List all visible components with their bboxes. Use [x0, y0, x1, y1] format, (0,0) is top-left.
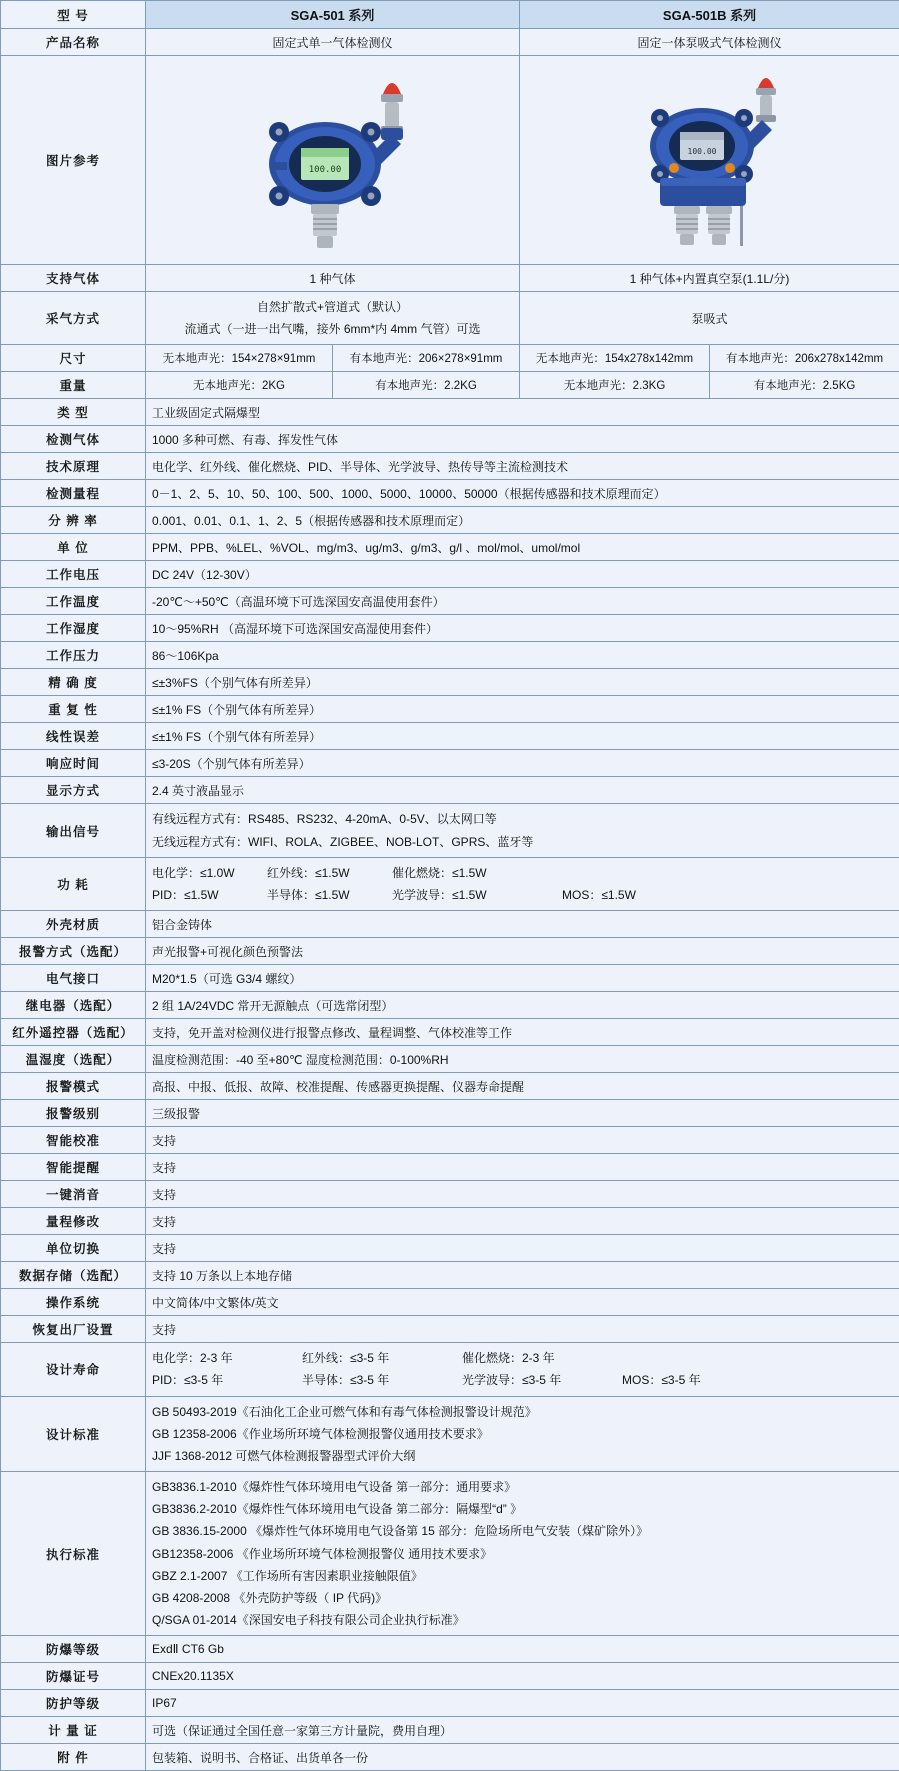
- row-label-linearity: 线性误差: [1, 723, 146, 750]
- power-r2c3: 光学波导：≤1.5W: [392, 884, 562, 906]
- device-image-left-cell: [146, 56, 520, 265]
- row-label-accuracy: 精 确 度: [1, 669, 146, 696]
- exec-std-value: [146, 1472, 899, 1636]
- row-label-principle: 技术原理: [1, 453, 146, 480]
- table-row-detect-gas: [1, 426, 899, 453]
- temp-humidity-opt-value: 温度检测范围：-40 至+80℃ 湿度检测范围：0-100%RH: [146, 1046, 899, 1073]
- table-row-response: [1, 750, 899, 777]
- table-row-model: [1, 1, 899, 29]
- row-label-repeatability: 重 复 性: [1, 696, 146, 723]
- table-row-range-edit: [1, 1208, 899, 1235]
- row-label-image-reference: 图片参考: [1, 56, 146, 265]
- accuracy-value: ≤±3%FS（个别气体有所差异）: [146, 669, 899, 696]
- row-label-detect-gas: 检测气体: [1, 426, 146, 453]
- lifespan-r1c1: 电化学：2-3 年: [152, 1347, 302, 1369]
- table-row-alarm-mode: [1, 1073, 899, 1100]
- table-row-image-reference: [1, 56, 899, 265]
- alarm-mode-value: 高报、中报、低报、故障、校准提醒、传感器更换提醒、仪器寿命提醒: [146, 1073, 899, 1100]
- lifespan-row-1: [152, 1347, 893, 1369]
- row-label-alarm-level: 报警级别: [1, 1100, 146, 1127]
- factory-reset-value: 支持: [146, 1316, 899, 1343]
- power-r1c4: [562, 862, 893, 884]
- table-row-repeatability: [1, 696, 899, 723]
- power-r1c1: 电化学：≤1.0W: [152, 862, 267, 884]
- lifespan-row-2: [152, 1369, 893, 1391]
- table-row-type: [1, 399, 899, 426]
- row-label-display: 显示方式: [1, 777, 146, 804]
- device-image-left: [152, 60, 513, 260]
- fixed-single-gas-detector-icon: [213, 66, 453, 254]
- detect-gas-value: 1000 多种可燃、有毒、挥发性气体: [146, 426, 899, 453]
- row-label-work-humidity: 工作湿度: [1, 615, 146, 642]
- exec-std-line: GB 3836.15-2000 《爆炸性气体环境用电气设备第 15 部分：危险场所电气安装（煤矿除外）》: [152, 1520, 893, 1542]
- row-label-ex-level: 防爆等级: [1, 1636, 146, 1663]
- table-row-smart-remind: [1, 1154, 899, 1181]
- power-r2c2: 半导体：≤1.5W: [267, 884, 392, 906]
- table-row-sampling: [1, 292, 899, 345]
- lifespan-r1c3: 催化燃烧：2-3 年: [462, 1347, 622, 1369]
- power-r2c1: PID：≤1.5W: [152, 884, 267, 906]
- weight-c1: 无本地声光：2KG: [146, 372, 333, 399]
- row-label-support-gas: 支持气体: [1, 265, 146, 292]
- output-value: [146, 804, 899, 857]
- power-r2c4: MOS：≤1.5W: [562, 884, 893, 906]
- svg-text:100.00: 100.00: [308, 165, 341, 175]
- smart-remind-value: 支持: [146, 1154, 899, 1181]
- row-label-power: 功 耗: [1, 857, 146, 910]
- ex-cert-value: CNEx20.1135X: [146, 1663, 899, 1690]
- work-pressure-value: 86～106Kpa: [146, 642, 899, 669]
- row-label-smart-remind: 智能提醒: [1, 1154, 146, 1181]
- table-row-factory-reset: [1, 1316, 899, 1343]
- row-label-model: 型 号: [1, 1, 146, 29]
- table-row-product-name: [1, 29, 899, 56]
- row-label-shell: 外壳材质: [1, 911, 146, 938]
- table-row-principle: [1, 453, 899, 480]
- alarm-mode-opt-value: 声光报警+可视化颜色预警法: [146, 938, 899, 965]
- table-row-accuracy: [1, 669, 899, 696]
- relay-value: 2 组 1A/24VDC 常开无源触点（可选常闭型）: [146, 992, 899, 1019]
- exec-std-line: GB3836.1-2010《爆炸性气体环境用电气设备 第一部分：通用要求》: [152, 1476, 893, 1498]
- row-label-range: 检测量程: [1, 480, 146, 507]
- table-row-display: [1, 777, 899, 804]
- metering-value: 可选（保证通过全国任意一家第三方计量院，费用自理）: [146, 1717, 899, 1744]
- table-row-smart-cal: [1, 1127, 899, 1154]
- sampling-col2: 泵吸式: [520, 292, 899, 345]
- response-value: ≤3-20S（个别气体有所差异）: [146, 750, 899, 777]
- svg-text:100.00: 100.00: [687, 147, 716, 156]
- lifespan-r1c4: [622, 1347, 893, 1369]
- row-label-os: 操作系统: [1, 1289, 146, 1316]
- support-gas-col1: 1 种气体: [146, 265, 520, 292]
- unit-switch-value: 支持: [146, 1235, 899, 1262]
- row-label-weight: 重量: [1, 372, 146, 399]
- table-row-unit-switch: [1, 1235, 899, 1262]
- design-std-line: GB 12358-2006《作业场所环境气体检测报警仪通用技术要求》: [152, 1423, 893, 1445]
- os-value: 中文简体/中文繁体/英文: [146, 1289, 899, 1316]
- table-row-accessories: [1, 1744, 899, 1771]
- row-label-metering: 计 量 证: [1, 1717, 146, 1744]
- power-value: [146, 857, 899, 910]
- exec-std-line: GB12358-2006 《作业场所环境气体检测报警仪 通用技术要求》: [152, 1543, 893, 1565]
- table-row-ex-level: [1, 1636, 899, 1663]
- row-label-sampling: 采气方式: [1, 292, 146, 345]
- pump-suction-gas-detector-icon: [590, 66, 830, 254]
- table-row-relay: [1, 992, 899, 1019]
- table-row-storage-opt: [1, 1262, 899, 1289]
- smart-cal-value: 支持: [146, 1127, 899, 1154]
- row-label-ip-level: 防护等级: [1, 1690, 146, 1717]
- table-row-lifespan: [1, 1343, 899, 1396]
- lifespan-r2c2: 半导体：≤3-5 年: [302, 1369, 462, 1391]
- table-row-temp-humidity-opt: [1, 1046, 899, 1073]
- table-row-electrical: [1, 965, 899, 992]
- table-row-os: [1, 1289, 899, 1316]
- exec-std-line: GBZ 2.1-2007 《工作场所有害因素职业接触限值》: [152, 1565, 893, 1587]
- row-label-design-std: 设计标准: [1, 1396, 146, 1472]
- sampling-col1-line2: 流通式（一进一出气嘴，接外 6mm*内 4mm 气管）可选: [152, 318, 513, 340]
- size-c2: 有本地声光：206×278×91mm: [333, 345, 520, 372]
- alarm-level-value: 三级报警: [146, 1100, 899, 1127]
- row-label-alarm-mode-opt: 报警方式（选配）: [1, 938, 146, 965]
- row-label-relay: 继电器（选配）: [1, 992, 146, 1019]
- device-image-right: [526, 60, 893, 260]
- resolution-value: 0.001、0.01、0.1、1、2、5（根据传感器和技术原理而定）: [146, 507, 899, 534]
- row-label-resolution: 分 辨 率: [1, 507, 146, 534]
- table-row-shell: [1, 911, 899, 938]
- table-row-metering: [1, 1717, 899, 1744]
- work-temp-value: -20℃～+50℃（高温环境下可选深国安高温使用套件）: [146, 588, 899, 615]
- table-row-ip-level: [1, 1690, 899, 1717]
- row-label-voltage: 工作电压: [1, 561, 146, 588]
- lifespan-r2c1: PID：≤3-5 年: [152, 1369, 302, 1391]
- lifespan-value: [146, 1343, 899, 1396]
- principle-value: 电化学、红外线、催化燃烧、PID、半导体、光学波导、热传导等主流检测技术: [146, 453, 899, 480]
- output-line1: 有线远程方式有：RS485、RS232、4-20mA、0-5V、以太网口等: [152, 808, 893, 830]
- table-row-work-humidity: [1, 615, 899, 642]
- row-label-work-pressure: 工作压力: [1, 642, 146, 669]
- row-label-remote: 红外遥控器（选配）: [1, 1019, 146, 1046]
- table-row-voltage: [1, 561, 899, 588]
- row-label-mute: 一键消音: [1, 1181, 146, 1208]
- row-label-unit: 单 位: [1, 534, 146, 561]
- weight-c3: 无本地声光：2.3KG: [520, 372, 710, 399]
- row-label-output: 输出信号: [1, 804, 146, 857]
- model-col1-title: SGA-501 系列: [146, 1, 520, 29]
- table-row-work-temp: [1, 588, 899, 615]
- lifespan-r2c4: MOS：≤3-5 年: [622, 1369, 893, 1391]
- table-row-unit: [1, 534, 899, 561]
- device-image-right-cell: [520, 56, 899, 265]
- row-label-electrical: 电气接口: [1, 965, 146, 992]
- lifespan-r2c3: 光学波导：≤3-5 年: [462, 1369, 622, 1391]
- ex-level-value: ExdⅡ CT6 Gb: [146, 1636, 899, 1663]
- table-row-output: [1, 804, 899, 857]
- table-row-range: [1, 480, 899, 507]
- lifespan-r1c2: 红外线：≤3-5 年: [302, 1347, 462, 1369]
- table-row-size: [1, 345, 899, 372]
- size-c3: 无本地声光：154x278x142mm: [520, 345, 710, 372]
- storage-opt-value: 支持 10 万条以上本地存储: [146, 1262, 899, 1289]
- row-label-exec-std: 执行标准: [1, 1472, 146, 1636]
- row-label-temp-humidity-opt: 温湿度（选配）: [1, 1046, 146, 1073]
- exec-std-line: GB3836.2-2010《爆炸性气体环境用电气设备 第二部分：隔爆型“d” 》: [152, 1498, 893, 1520]
- row-label-unit-switch: 单位切换: [1, 1235, 146, 1262]
- linearity-value: ≤±1% FS（个别气体有所差异）: [146, 723, 899, 750]
- repeatability-value: ≤±1% FS（个别气体有所差异）: [146, 696, 899, 723]
- power-row-1: [152, 862, 893, 884]
- row-label-size: 尺寸: [1, 345, 146, 372]
- table-row-ex-cert: [1, 1663, 899, 1690]
- sampling-col1: [146, 292, 520, 345]
- output-line2: 无线远程方式有：WIFI、ROLA、ZIGBEE、NOB-LOT、GPRS、蓝牙等: [152, 831, 893, 853]
- size-c1: 无本地声光：154×278×91mm: [146, 345, 333, 372]
- weight-c2: 有本地声光：2.2KG: [333, 372, 520, 399]
- row-label-product-name: 产品名称: [1, 29, 146, 56]
- unit-value: PPM、PPB、%LEL、%VOL、mg/m3、ug/m3、g/m3、g/l 、mol/mol、umol/mol: [146, 534, 899, 561]
- table-row-remote: [1, 1019, 899, 1046]
- product-name-col2: 固定一体泵吸式气体检测仪: [520, 29, 899, 56]
- table-row-power: [1, 857, 899, 910]
- mute-value: 支持: [146, 1181, 899, 1208]
- table-row-mute: [1, 1181, 899, 1208]
- accessories-value: 包装箱、说明书、合格证、出货单各一份: [146, 1744, 899, 1771]
- range-edit-value: 支持: [146, 1208, 899, 1235]
- exec-std-line: Q/SGA 01-2014《深国安电子科技有限公司企业执行标准》: [152, 1609, 893, 1631]
- table-row-alarm-level: [1, 1100, 899, 1127]
- size-c4: 有本地声光：206x278x142mm: [710, 345, 899, 372]
- design-std-line: GB 50493-2019《石油化工企业可燃气体和有毒气体检测报警设计规范》: [152, 1401, 893, 1423]
- sampling-col1-line1: 自然扩散式+管道式（默认）: [152, 296, 513, 318]
- table-row-work-pressure: [1, 642, 899, 669]
- table-row-design-std: [1, 1396, 899, 1472]
- display-value: 2.4 英寸液晶显示: [146, 777, 899, 804]
- voltage-value: DC 24V（12-30V）: [146, 561, 899, 588]
- row-label-range-edit: 量程修改: [1, 1208, 146, 1235]
- power-r1c2: 红外线：≤1.5W: [267, 862, 392, 884]
- row-label-smart-cal: 智能校准: [1, 1127, 146, 1154]
- table-row-resolution: [1, 507, 899, 534]
- table-row-weight: [1, 372, 899, 399]
- exec-std-line: GB 4208-2008 《外壳防护等级（ IP 代码)》: [152, 1587, 893, 1609]
- ip-level-value: IP67: [146, 1690, 899, 1717]
- design-std-line: JJF 1368-2012 可燃气体检测报警器型式评价大纲: [152, 1445, 893, 1467]
- remote-value: 支持，免开盖对检测仪进行报警点修改、量程调整、气体校准等工作: [146, 1019, 899, 1046]
- work-humidity-value: 10～95%RH （高湿环境下可选深国安高湿使用套件）: [146, 615, 899, 642]
- model-col2-title: SGA-501B 系列: [520, 1, 899, 29]
- power-row-2: [152, 884, 893, 906]
- table-row-linearity: [1, 723, 899, 750]
- row-label-accessories: 附 件: [1, 1744, 146, 1771]
- row-label-alarm-mode: 报警模式: [1, 1073, 146, 1100]
- row-label-work-temp: 工作温度: [1, 588, 146, 615]
- product-name-col1: 固定式单一气体检测仪: [146, 29, 520, 56]
- type-value: 工业级固定式隔爆型: [146, 399, 899, 426]
- power-r1c3: 催化燃烧：≤1.5W: [392, 862, 562, 884]
- range-value: 0－1、2、5、10、50、100、500、1000、5000、10000、50000（根据传感器和技术原理而定）: [146, 480, 899, 507]
- table-row-alarm-mode-opt: [1, 938, 899, 965]
- support-gas-col2: 1 种气体+内置真空泵(1.1L/分): [520, 265, 899, 292]
- row-label-ex-cert: 防爆证号: [1, 1663, 146, 1690]
- row-label-response: 响应时间: [1, 750, 146, 777]
- shell-value: 铝合金铸体: [146, 911, 899, 938]
- weight-c4: 有本地声光：2.5KG: [710, 372, 899, 399]
- row-label-factory-reset: 恢复出厂设置: [1, 1316, 146, 1343]
- design-std-value: [146, 1396, 899, 1472]
- table-row-exec-std: [1, 1472, 899, 1636]
- table-row-support-gas: [1, 265, 899, 292]
- row-label-storage-opt: 数据存储（选配）: [1, 1262, 146, 1289]
- row-label-type: 类 型: [1, 399, 146, 426]
- electrical-value: M20*1.5（可选 G3/4 螺纹）: [146, 965, 899, 992]
- row-label-lifespan: 设计寿命: [1, 1343, 146, 1396]
